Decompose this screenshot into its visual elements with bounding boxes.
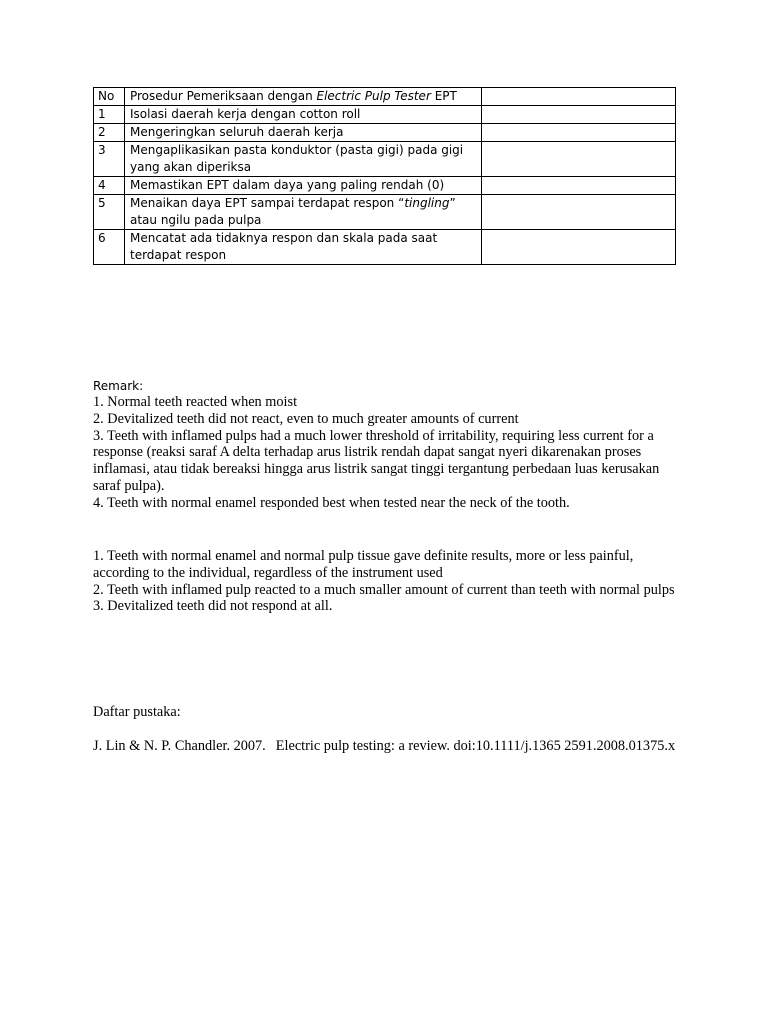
notes-section xyxy=(93,548,676,615)
references-title: Daftar pustaka: xyxy=(93,704,181,720)
reference-entry xyxy=(93,738,676,755)
row-blank xyxy=(482,177,676,195)
row-procedure: Mengeringkan seluruh daerah kerja xyxy=(124,124,481,142)
header-procedure-italic: Electric Pulp Tester xyxy=(316,89,431,103)
remark-item: 4. Teeth with normal enamel responded best when tested near the neck of the tooth. xyxy=(93,494,570,511)
table-row xyxy=(94,195,676,230)
row-blank xyxy=(482,124,676,142)
row-no: 3 xyxy=(94,142,125,177)
header-procedure-suffix: EPT xyxy=(430,89,457,103)
remark-label: Remark: xyxy=(93,379,144,393)
table-row xyxy=(94,124,676,142)
remark-item: 1. Normal teeth reacted when moist xyxy=(93,394,298,410)
remark-section xyxy=(93,378,676,512)
row-no: 2 xyxy=(94,124,125,142)
row-procedure-prefix: Menaikan daya EPT sampai terdapat respon “ xyxy=(129,196,405,210)
table-header-row xyxy=(94,88,676,106)
header-blank xyxy=(482,88,676,106)
remark-item: 2. Devitalized teeth did not react, even to much greater amounts of current xyxy=(93,410,519,427)
row-procedure: Isolasi daerah kerja dengan cotton roll xyxy=(124,106,481,124)
note-item: 3. Devitalized teeth did not respond at all. xyxy=(93,598,333,615)
row-no: 4 xyxy=(94,177,125,195)
header-procedure xyxy=(124,88,481,106)
row-procedure: Mencatat ada tidaknya respon dan skala pada saat terdapat respon xyxy=(124,230,481,265)
header-procedure-prefix: Prosedur Pemeriksaan dengan xyxy=(129,89,317,103)
remark-list xyxy=(93,394,676,512)
row-procedure: Memastikan EPT dalam daya yang paling rendah (0) xyxy=(124,177,481,195)
header-no: No xyxy=(94,88,125,106)
row-procedure-italic: tingling xyxy=(404,196,450,210)
row-no: 6 xyxy=(94,230,125,265)
procedure-table xyxy=(93,87,676,265)
row-blank xyxy=(482,106,676,124)
row-procedure-suffix: ” atau ngilu pada pulpa xyxy=(129,196,456,227)
reference-details: Electric pulp testing: a review. doi:10.1111/j.1365 2591.2008.01375.x xyxy=(275,738,676,754)
row-no: 1 xyxy=(94,106,125,124)
table-row xyxy=(94,142,676,177)
row-procedure xyxy=(124,195,481,230)
reference-authors: J. Lin & N. P. Chandler. 2007. xyxy=(93,738,266,754)
row-blank xyxy=(482,230,676,265)
row-blank xyxy=(482,195,676,230)
references-section xyxy=(93,704,676,769)
table-row xyxy=(94,230,676,265)
row-blank xyxy=(482,142,676,177)
remark-item: 3. Teeth with inflamed pulps had a much lower threshold of irritability, requiring less current for a response (reaksi saraf A delta terhadap arus listrik rendah dapat sangat nyeri dikarenakan proses inflamasi, atau tidak bereaksi hingga arus listrik sangat tinggi tergantung perbedaan luas kerusakan saraf pulpa). xyxy=(93,427,660,494)
row-procedure: Mengaplikasikan pasta konduktor (pasta gigi) pada gigi yang akan diperiksa xyxy=(124,142,481,177)
note-item: 1. Teeth with normal enamel and normal pulp tissue gave definite results, more or less painful, according to the individual, regardless of the instrument used xyxy=(93,548,634,581)
row-no: 5 xyxy=(94,195,125,230)
table-row xyxy=(94,177,676,195)
table-row xyxy=(94,106,676,124)
note-item: 2. Teeth with inflamed pulp reacted to a much smaller amount of current than teeth with normal pulps xyxy=(93,581,675,598)
